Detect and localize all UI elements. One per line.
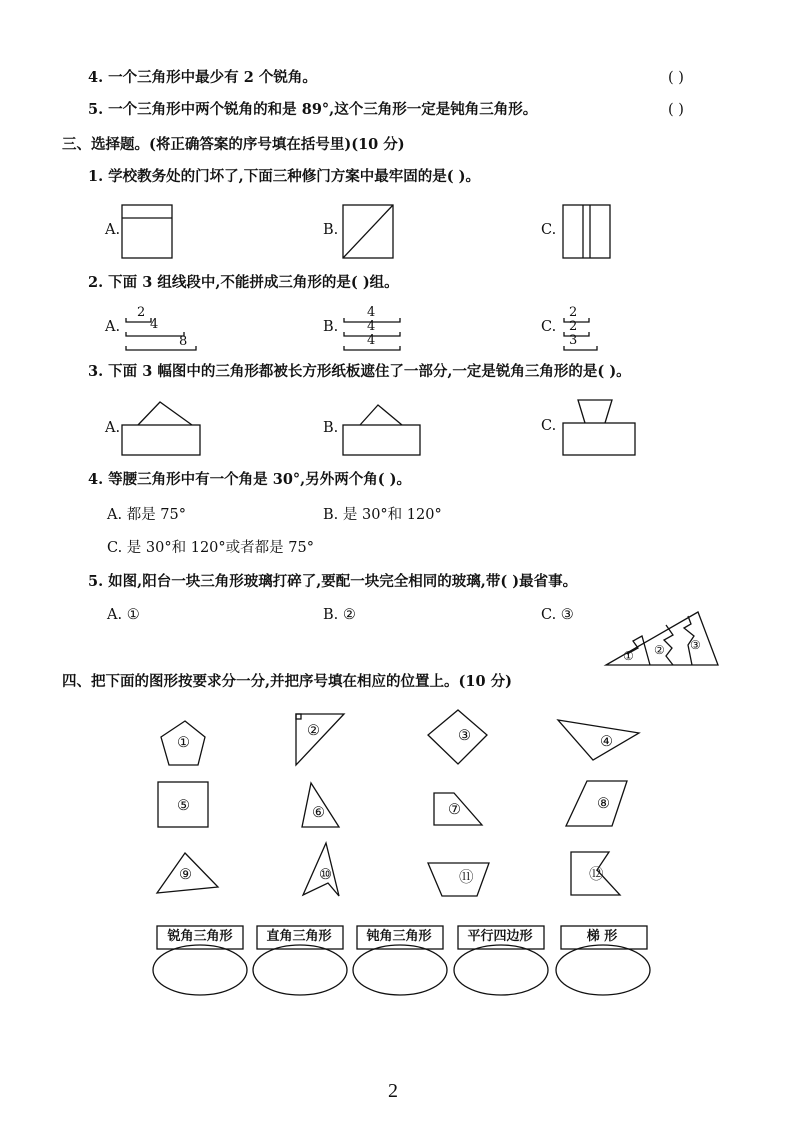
section-4-title: 四、把下面的图形按要求分一分,并把序号填在相应的位置上。(10 分) <box>62 673 512 690</box>
segments-a <box>126 318 196 350</box>
shape-7-trapezoid <box>434 793 482 825</box>
shape-number: ⑫ <box>589 867 604 883</box>
shape-number: ① <box>177 735 190 751</box>
segments-b <box>344 318 400 350</box>
shape-number: ⑤ <box>177 798 190 814</box>
shape-4-obtuse-triangle <box>558 720 639 760</box>
shape-number: ⑥ <box>312 805 325 821</box>
category-parallelogram: 平行四边形 <box>467 929 533 944</box>
shape-number: ⑩ <box>319 867 332 883</box>
question-4: 4. 等腰三角形中有一个角是 30°,另外两个角( )。 <box>88 471 411 488</box>
covered-triangle-a <box>122 402 200 455</box>
covered-triangle-c <box>563 400 635 455</box>
glass-piece-label: ② <box>654 643 665 657</box>
segment-label: 8 <box>179 334 188 349</box>
question-3: 3. 下面 3 幅图中的三角形都被长方形纸板遮住了一部分,一定是锐角三角形的是( )。 <box>88 363 631 380</box>
shape-number: ⑧ <box>597 796 610 812</box>
segment-label: 4 <box>367 319 376 334</box>
option-b: B. <box>323 420 339 436</box>
shape-12-flag <box>571 852 620 895</box>
shape-9-obtuse-triangle <box>157 853 218 893</box>
question-5: 5. 如图,阳台一块三角形玻璃打碎了,要配一块完全相同的玻璃,带( )最省事。 <box>88 573 578 590</box>
category-trapezoid: 梯 形 <box>586 929 618 944</box>
judge-item-5: 5. 一个三角形中两个锐角的和是 89°,这个三角形一定是钝角三角形。 <box>88 101 538 118</box>
option-c: C. 是 30°和 120°或者都是 75° <box>107 540 314 556</box>
category-obtuse-triangle: 钝角三角形 <box>366 929 432 944</box>
shape-6-acute-triangle <box>302 783 339 827</box>
option-a: A. ① <box>107 607 140 623</box>
category-right-triangle: 直角三角形 <box>266 929 332 944</box>
segment-label: 3 <box>569 333 578 348</box>
segment-label: 2 <box>569 305 578 320</box>
shape-number: ④ <box>600 734 613 750</box>
answer-blank[interactable]: ( ) <box>668 102 684 118</box>
option-c: C. <box>541 319 557 335</box>
option-a: A. <box>105 420 121 436</box>
shape-5-rectangle <box>158 782 208 827</box>
shape-11-trapezoid <box>428 863 489 896</box>
glass-piece-label: ① <box>623 649 634 663</box>
page-number: 2 <box>388 1080 398 1102</box>
covered-triangle-b <box>343 405 420 455</box>
glass-piece-label: ③ <box>690 638 701 652</box>
shape-8-parallelogram <box>566 781 627 826</box>
category-boxes <box>153 926 650 995</box>
section-3-title: 三、选择题。(将正确答案的序号填在括号里)(10 分) <box>62 136 405 153</box>
question-1: 1. 学校教务处的门坏了,下面三种修门方案中最牢固的是( )。 <box>88 168 481 185</box>
segment-label: 4 <box>367 305 376 320</box>
shape-3-rhombus <box>428 710 487 764</box>
judge-item-4: 4. 一个三角形中最少有 2 个锐角。 <box>88 69 317 86</box>
segment-label: 2 <box>137 305 146 320</box>
shape-number: ③ <box>458 728 471 744</box>
option-c: C. ③ <box>541 607 574 623</box>
option-c: C. <box>541 418 557 434</box>
option-a: A. 都是 75° <box>107 507 186 523</box>
door-c-figure <box>563 205 610 258</box>
door-a-figure <box>122 205 172 258</box>
segments-c <box>564 318 597 350</box>
segment-label: 4 <box>367 333 376 348</box>
shape-1-pentagon <box>161 721 205 765</box>
door-b-figure <box>343 205 393 258</box>
shape-number: ⑪ <box>459 870 474 886</box>
question-2: 2. 下面 3 组线段中,不能拼成三角形的是( )组。 <box>88 274 399 291</box>
shape-number: ⑨ <box>179 867 192 883</box>
option-b: B. <box>323 222 339 238</box>
shape-2-right-triangle <box>296 714 344 765</box>
category-acute-triangle: 锐角三角形 <box>167 929 233 944</box>
option-c: C. <box>541 222 557 238</box>
option-a: A. <box>105 222 121 238</box>
option-b: B. <box>323 319 339 335</box>
broken-glass-figure <box>606 612 718 665</box>
segment-label: 2 <box>569 319 578 334</box>
segment-label: 4 <box>150 317 159 332</box>
option-b: B. 是 30°和 120° <box>323 507 442 523</box>
option-a: A. <box>105 319 121 335</box>
option-b: B. ② <box>323 607 356 623</box>
shape-number: ⑦ <box>448 802 461 818</box>
shape-10-arrow <box>303 843 339 896</box>
shape-number: ② <box>307 723 320 739</box>
answer-blank[interactable]: ( ) <box>668 70 684 86</box>
